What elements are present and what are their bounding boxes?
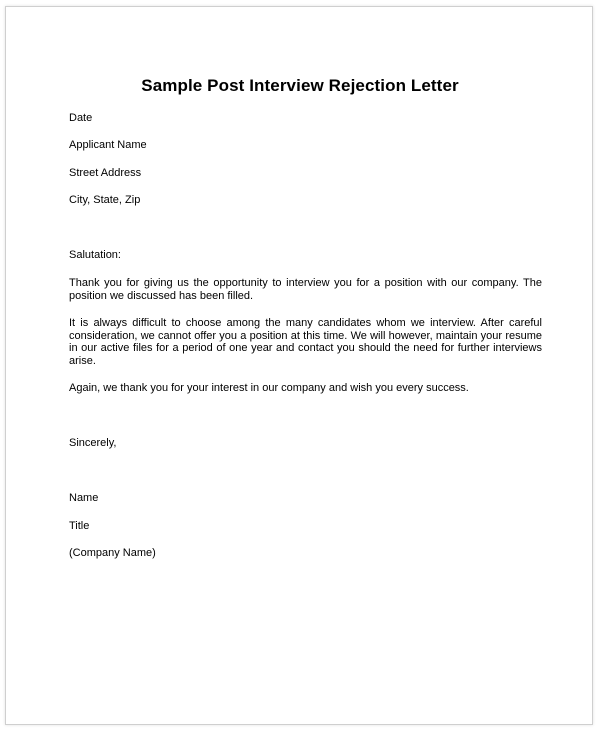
letter-title: Sample Post Interview Rejection Letter [141,76,459,95]
signature-company-line: (Company Name) [69,547,156,559]
body-paragraph-3: Again, we thank you for your interest in our company and wish you every success. [69,382,469,394]
body-paragraph-1: Thank you for giving us the opportunity to interview you for a position with our company. The position we discussed has been filled. [69,277,542,302]
applicant-name-line: Applicant Name [69,139,147,151]
signature-name-line: Name [69,492,99,504]
body-paragraph-2: It is always difficult to choose among the many candidates whom we interview. After careful consideration, we cannot offer you a position at this time. We will however, maintain your resume in our active files for a period of one year and contact you should the need for further interviews arise. [69,317,542,367]
street-address-line: Street Address [69,167,142,179]
date-line: Date [69,112,93,124]
city-state-zip-line: City, State, Zip [69,194,141,206]
salutation-line: Salutation: [69,249,121,261]
signature-title-line: Title [69,520,90,532]
closing-line: Sincerely, [69,437,117,449]
